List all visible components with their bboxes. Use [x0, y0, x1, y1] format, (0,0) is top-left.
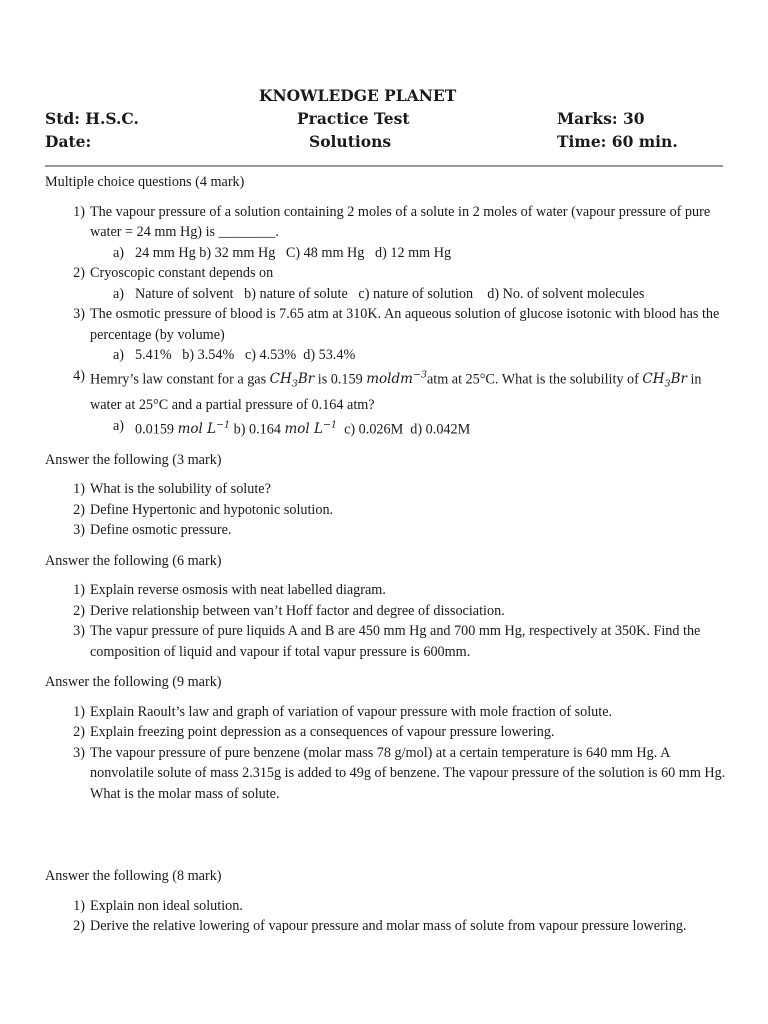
question-text: Define osmotic pressure.: [90, 522, 232, 539]
date-label: Date:: [45, 132, 92, 151]
formula-subscript: 3: [291, 378, 298, 390]
question-options: [45, 345, 735, 366]
mcq-list: [45, 202, 735, 440]
section-title-8-mark: Answer the following (8 mark): [45, 868, 222, 885]
question-text: Derive the relative lowering of vapour pressure and molar mass of solute from vapour pressure lowering.: [90, 918, 687, 935]
option-letter: a): [113, 347, 125, 363]
section-title-3-mark: Answer the following (3 mark): [45, 451, 222, 468]
question-number: 1): [73, 703, 85, 720]
options-text: c) 0.026M d) 0.042M: [337, 421, 471, 438]
std-label: Std: H.S.C.: [45, 109, 139, 128]
question-item: [45, 896, 735, 917]
question-options: [45, 243, 735, 264]
institute-title: KNOWLEDGE PLANET: [259, 86, 457, 105]
question-number: 1): [73, 582, 85, 599]
question-item: [45, 263, 735, 284]
section-title-9-mark: Answer the following (9 mark): [45, 674, 222, 691]
question-options: [45, 416, 735, 440]
spacer: [45, 804, 735, 835]
question-number: 3): [73, 522, 85, 539]
option-letter: a): [113, 244, 125, 261]
option-letter: a): [113, 285, 125, 302]
unit-mol-per-l: [284, 421, 337, 437]
unit-mol-per-l: [178, 421, 231, 437]
question-text: Explain reverse osmosis with neat labelled diagram.: [90, 582, 386, 599]
question-number: 3): [73, 306, 85, 322]
question-options: [45, 284, 735, 305]
header-divider: [45, 165, 723, 167]
question-text-part: is 0.159: [314, 371, 367, 387]
question-number: 2): [73, 265, 85, 281]
question-item: [45, 366, 735, 416]
unit-part: mol L: [177, 421, 217, 438]
formula-part: CH: [269, 371, 292, 387]
question-text: Derive relationship between van’t Hoff factor and degree of dissociation.: [90, 602, 505, 619]
option-letter: a): [113, 417, 125, 434]
formula-part: Br: [670, 371, 687, 387]
nine-mark-list: [45, 702, 735, 805]
options-text: 5.41% b) 3.54% c) 4.53% d) 53.4%: [135, 347, 356, 363]
question-text: Cryoscopic constant depends on: [90, 265, 274, 281]
eight-mark-list: [45, 896, 735, 937]
question-item: [45, 520, 735, 541]
unit-moldm: [366, 371, 427, 387]
question-text: Define Hypertonic and hypotonic solution.: [90, 501, 334, 518]
spacer: [45, 835, 735, 866]
question-number: 3): [73, 744, 85, 761]
formula-subscript: 3: [664, 378, 671, 390]
unit-exponent: −3: [412, 369, 427, 381]
question-text: Explain non ideal solution.: [90, 897, 243, 914]
question-text: What is the solubility of solute?: [90, 481, 271, 498]
question-item: [45, 722, 735, 743]
question-item: [45, 500, 735, 521]
question-text: The vapour pressure of a solution containing 2 moles of a solute in 2 moles of water (vapour pressure of pure water = 24 mm Hg) is ________.: [90, 203, 711, 240]
question-text-part: in water at 25°C and a partial pressure of 0.164 atm?: [90, 371, 702, 414]
question-text-part: Hemry’s law constant for a gas: [90, 371, 270, 387]
spacer: [45, 440, 735, 450]
question-number: 1): [73, 897, 85, 914]
six-mark-list: [45, 580, 735, 662]
test-title: Practice Test: [297, 109, 410, 128]
question-item: [45, 202, 735, 243]
section-title-mcq: Multiple choice questions (4 mark): [45, 174, 245, 190]
unit-part: moldm: [366, 371, 413, 387]
options-text: 0.0159: [135, 421, 178, 438]
formula-ch3br: [269, 371, 315, 390]
options-text: b) 0.164: [230, 421, 285, 438]
question-number: 1): [73, 481, 85, 498]
question-text: Explain Raoult’s law and graph of variation of vapour pressure with mole fraction of solute.: [90, 703, 613, 720]
question-text: Explain freezing point depression as a consequences of vapour pressure lowering.: [90, 724, 555, 741]
marks-label: Marks: 30: [557, 109, 645, 128]
formula-part: CH: [642, 371, 665, 387]
formula-ch3br: [642, 371, 687, 390]
options-text: 24 mm Hg b) 32 mm Hg C) 48 mm Hg d) 12 mm Hg: [135, 244, 452, 261]
unit-exponent: −1: [216, 419, 231, 431]
question-text: The vapour pressure of pure benzene (molar mass 78 g/mol) at a certain temperature is 640 mm Hg. A nonvolatile solute of mass 2.315g is added to 49g of benzene. The vapour pressure of the solution is 60 mm Hg. What is the molar mass of solute.: [90, 744, 726, 802]
formula-part: Br: [297, 371, 315, 387]
spacer: [45, 541, 735, 551]
question-item: [45, 702, 735, 723]
question-number: 3): [73, 623, 85, 640]
spacer: [45, 662, 735, 672]
three-mark-list: [45, 479, 735, 541]
question-text: The vapur pressure of pure liquids A and B are 450 mm Hg and 700 mm Hg, respectively at 350K. Find the composition of liquid and vapour if total vapur pressure is 600mm.: [90, 623, 701, 660]
question-item: [45, 601, 735, 622]
subject-title: Solutions: [309, 132, 392, 151]
question-item: [45, 916, 735, 937]
time-label: Time: 60 min.: [557, 132, 678, 151]
question-number: 2): [73, 724, 85, 741]
options-text: Nature of solvent b) nature of solute c) nature of solution d) No. of solvent molecules: [135, 285, 645, 302]
question-item: [45, 479, 735, 500]
question-item: [45, 743, 735, 805]
unit-part: mol L: [284, 421, 323, 438]
question-text: The osmotic pressure of blood is 7.65 atm at 310K. An aqueous solution of glucose isotonic with blood has the percentage (by volume): [90, 306, 720, 343]
question-item: [45, 304, 735, 345]
question-number: 2): [73, 602, 85, 619]
question-number: 2): [73, 501, 85, 518]
section-title-6-mark: Answer the following (6 mark): [45, 552, 222, 569]
question-body: [45, 172, 735, 937]
question-number: 1): [73, 203, 85, 220]
unit-exponent: −1: [323, 419, 338, 431]
question-number: 4): [73, 367, 85, 384]
question-text-part: atm at 25°C. What is the solubility of: [426, 371, 643, 387]
question-number: 2): [73, 918, 85, 935]
question-item: [45, 580, 735, 601]
question-item: [45, 621, 735, 662]
